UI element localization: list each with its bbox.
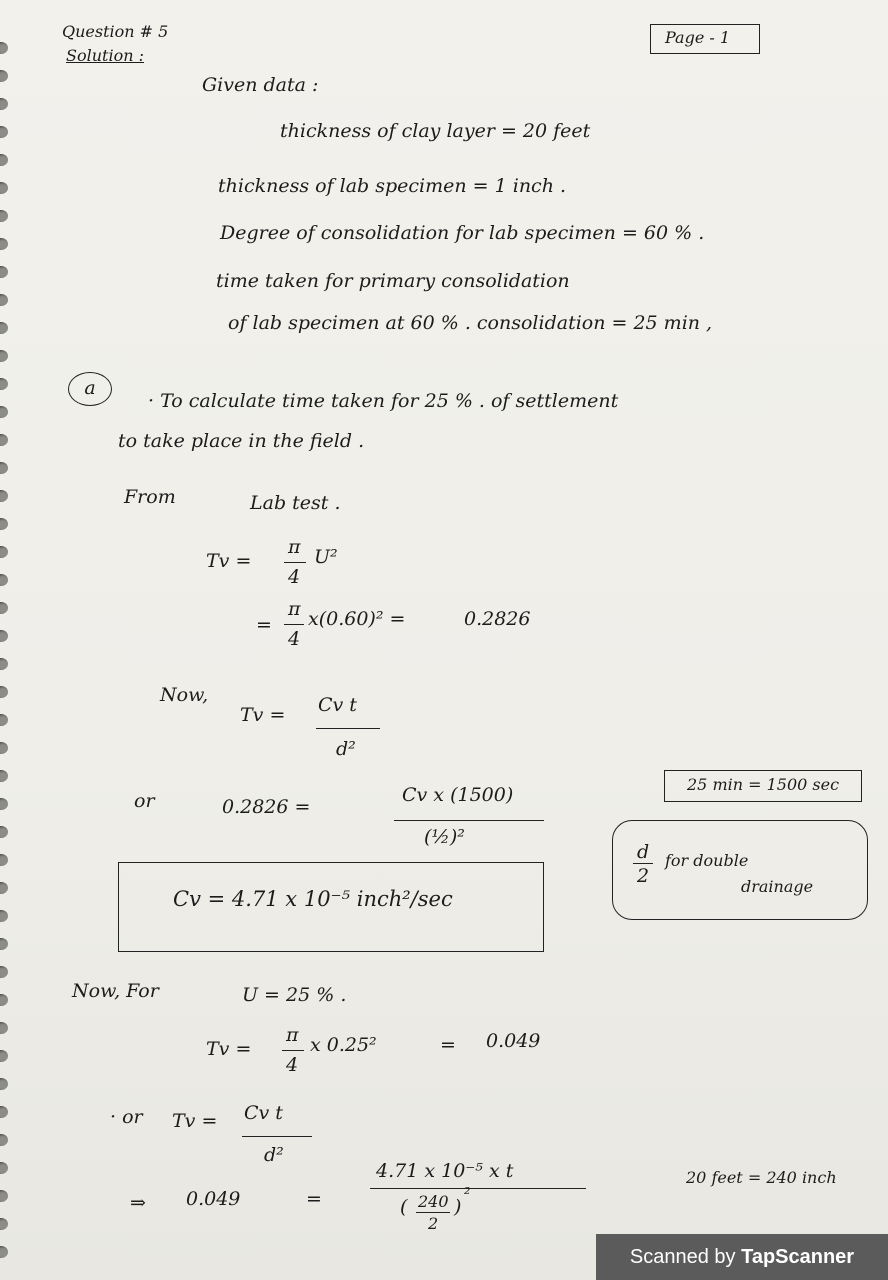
- lab-test-label: Lab test .: [250, 492, 341, 514]
- fraction-bar: [394, 820, 544, 821]
- implies-arrow: ⇒: [130, 1192, 146, 1214]
- given-line-5: of lab specimen at 60 % . consolidation = 25 min ,: [228, 312, 713, 334]
- drainage-d: d: [637, 841, 650, 863]
- scanner-watermark: [596, 1234, 888, 1280]
- tv-def-den: d²: [336, 738, 356, 760]
- tv-u-squared: U²: [314, 546, 338, 568]
- eq6-left: 0.049: [186, 1188, 241, 1210]
- fraction-bar: [284, 624, 304, 625]
- fraction-bar: [416, 1212, 450, 1213]
- drainage-text-1: for double: [665, 851, 749, 870]
- eq4-tail: x 0.25²: [310, 1034, 377, 1056]
- tv-def-num: Cv t: [318, 694, 357, 716]
- eq2-equals: =: [256, 614, 272, 636]
- time-conversion-box: [664, 770, 862, 802]
- cv-result-box: [118, 862, 544, 952]
- given-line-1: thickness of clay layer = 20 feet: [280, 120, 591, 142]
- eq5-num: Cv t: [244, 1102, 283, 1124]
- eq3-left: 0.2826 =: [222, 796, 311, 818]
- fraction-bar: [282, 1050, 304, 1051]
- part-a-line-2: to take place in the field .: [118, 430, 365, 452]
- drainage-note-box: [612, 820, 868, 920]
- eq2-four: 4: [288, 628, 301, 650]
- or-label-1: or: [134, 790, 155, 812]
- tv-def-label: Tv =: [240, 704, 286, 726]
- eq3-den: (½)²: [424, 826, 465, 848]
- eq6-num: 4.71 x 10⁻⁵ x t: [376, 1160, 514, 1182]
- page-number-box: [650, 24, 760, 54]
- eq4-label: Tv =: [206, 1038, 252, 1060]
- u-value: U = 25 % .: [242, 984, 347, 1006]
- eq6-den-close: ): [454, 1196, 462, 1218]
- eq5-label: Tv =: [172, 1110, 218, 1132]
- fraction-bar: [316, 728, 380, 729]
- eq5-den: d²: [264, 1144, 284, 1166]
- part-a-marker: a: [68, 372, 112, 406]
- eq6-den-den: 2: [428, 1214, 439, 1233]
- fraction-bar: [242, 1136, 312, 1137]
- solution-label: Solution :: [66, 46, 144, 65]
- drainage-two: 2: [637, 865, 650, 887]
- or-label-2: · or: [110, 1106, 143, 1128]
- eq4-result: 0.049: [486, 1030, 541, 1052]
- given-line-4: time taken for primary consolidation: [216, 270, 570, 292]
- from-label: From: [124, 486, 176, 508]
- question-number: Question # 5: [62, 22, 169, 41]
- eq2-pi: π: [288, 598, 301, 620]
- tv-pi-den: 4: [288, 566, 301, 588]
- part-a-line-1: · To calculate time taken for 25 % . of settlement: [148, 390, 619, 412]
- now-label-1: Now,: [160, 684, 209, 706]
- time-conversion-note: 25 min = 1500 sec: [687, 775, 840, 794]
- binder-holes: [0, 0, 22, 1280]
- eq6-equals: =: [306, 1188, 322, 1210]
- eq2-result: 0.2826: [464, 608, 531, 630]
- scanner-prefix: Scanned by: [629, 1246, 742, 1268]
- eq2-expression: x(0.60)² =: [308, 608, 406, 630]
- drainage-text-2: drainage: [741, 877, 814, 896]
- eq4-equals: =: [440, 1034, 456, 1056]
- eq4-four: 4: [286, 1054, 299, 1076]
- eq3-num: Cv x (1500): [402, 784, 514, 806]
- fraction-bar: [370, 1188, 586, 1189]
- eq6-den-num: 240: [418, 1192, 449, 1211]
- given-line-2: thickness of lab specimen = 1 inch .: [218, 175, 567, 197]
- given-line-3: Degree of consolidation for lab specimen = 60 % .: [220, 222, 705, 244]
- now-for-label: Now, For: [72, 980, 159, 1002]
- eq6-den-paren: (: [400, 1196, 408, 1218]
- feet-to-inch-note: 20 feet = 240 inch: [686, 1168, 837, 1187]
- eq6-den-square: ²: [464, 1184, 471, 1203]
- fraction-bar: [633, 863, 653, 864]
- eq4-pi: π: [286, 1024, 299, 1046]
- cv-result: Cv = 4.71 x 10⁻⁵ inch²/sec: [173, 887, 453, 911]
- scanner-brand: TapScanner: [741, 1246, 855, 1268]
- page-number: Page - 1: [665, 28, 731, 47]
- given-heading: Given data :: [202, 74, 319, 96]
- tv-pi-num: π: [288, 536, 301, 558]
- tv-label-1: Tv =: [206, 550, 252, 572]
- fraction-bar: [284, 562, 306, 563]
